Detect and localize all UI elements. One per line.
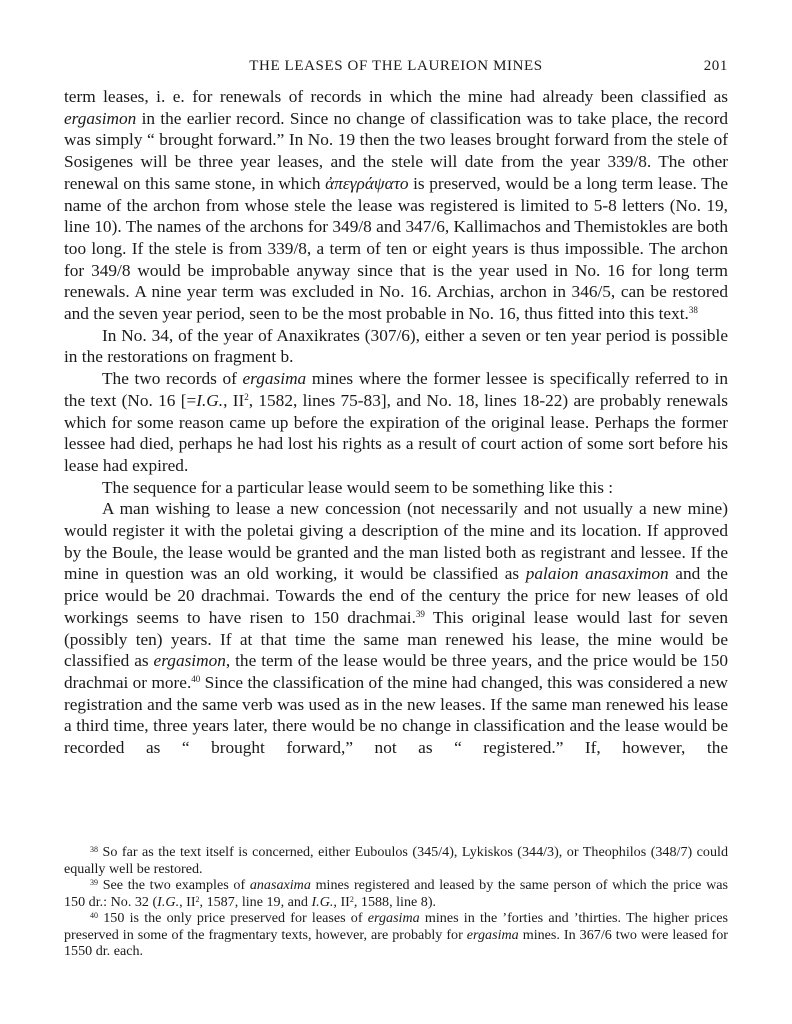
text-run: , II xyxy=(223,390,245,410)
italic-text: ergasimon xyxy=(64,108,137,128)
footnote-39 xyxy=(64,877,728,910)
text-run: mines in the ’forties and ’thirties. The higher prices preserved in some of the fragmentary texts, however, are probably for xyxy=(64,910,728,943)
footnote-number: 39 xyxy=(90,878,98,887)
text-run: mines registered and leased by the same person of which the price was 150 dr.: No. 32 ( xyxy=(64,877,728,910)
superscript: 2 xyxy=(244,391,249,402)
footnote-number: 40 xyxy=(90,911,98,920)
text-run: , 1582, lines 75-83], and No. 18, lines 18-22) are probably renewals which for some reason came up before the expiration of the original lease. Perhaps the former lessee had died, perhaps he had lost his rights as a result of court action of some sort before his lease had expired. xyxy=(64,390,728,475)
text-run: A man wishing to lease a new concession (not necessarily and not usually a new mine) would register it with the poletai giving a description of the mine and its location. If approved by the Boule, the lease would be granted and the man listed both as registrant and lessee. If the mine in question was an old working, it would be classified as xyxy=(64,499,728,584)
text-run: The two records of xyxy=(102,369,243,389)
footnote-text xyxy=(64,910,728,959)
running-title: THE LEASES OF THE LAUREION MINES xyxy=(249,58,543,74)
superscript: 38 xyxy=(688,305,698,316)
paragraph xyxy=(64,477,728,499)
text-run: 150 is the only price preserved for leases of xyxy=(103,910,368,926)
superscript: 2 xyxy=(195,894,200,904)
italic-text: anasaxima xyxy=(249,877,311,893)
running-header xyxy=(64,58,728,80)
text-run: , 1588, line 8). xyxy=(353,893,437,910)
paragraph xyxy=(64,498,728,758)
text-run: This original lease would last for seven (possibly ten) years. If at that time the same man renewed his lease, the mine would be classified as xyxy=(64,607,728,671)
paragraph xyxy=(64,368,728,477)
footnote-text xyxy=(64,844,728,877)
italic-text: ergasima xyxy=(367,910,420,926)
text-run: Since the classification of the mine had changed, this was considered a new registration and the same verb was used as in the new leases. If the same man renewed his lease a third time, three years later, there would be no change in classification and the lease would be recorded as “ brought forward,” not as “ registered.” If, however, the xyxy=(64,672,728,758)
italic-text: palaion anasaximon xyxy=(525,564,669,584)
italic-text: I.G. xyxy=(196,390,224,410)
footnote-38 xyxy=(64,844,728,877)
text-run: , 1587, line 19, and xyxy=(199,893,312,910)
text-run: , the term of the lease would be three years, and the price would be 150 drachmai or more. xyxy=(64,651,729,692)
footnotes xyxy=(64,844,728,960)
italic-text: ergasimon xyxy=(153,651,226,671)
text-run: and the price would be 20 drachmai. Towards the end of the century the price for new leases of old workings seems to have risen to 150 drachmai. xyxy=(64,564,728,627)
text-run: In No. 34, of the year of Anaxikrates (307/6), either a seven or ten year period is possible in the restorations on fragment b. xyxy=(64,325,728,367)
text-run: is preserved, would be a long term lease. The name of the archon from whose stele the lease was registered is limited to 5-8 letters (No. 19, line 10). The names of the archons for 349/8 and 347/6, Kallimachos and Themistokles are both too long. If the stele is from 339/8, a term of ten or eight years is thus impossible. The archon for 349/8 would be improbable anyway since that is the year used in No. 16 for long term renewals. A nine year term was excluded in No. 16. Archias, archon in 346/5, can be restored and the seven year period, seen to be the most probable in No. 16, thus fitted into this text. xyxy=(64,173,728,324)
text-run: term leases, i. e. for renewals of records in which the mine had already been classified as xyxy=(64,87,728,106)
paragraph xyxy=(64,325,728,368)
italic-text: I.G. xyxy=(311,893,334,910)
italic-text: I.G. xyxy=(157,893,180,910)
italic-text: ergasima xyxy=(242,369,307,389)
superscript: 2 xyxy=(349,894,354,904)
text-run: in the earlier record. Since no change of classification was to take place, the record was simply “ brought forward.” In No. 19 then the two leases brought forward from the stele of Sosigenes will be three year leases, and the stele will date from the year 339/8. The other renewal on this same stone, in which xyxy=(64,108,728,193)
text-run: So far as the text itself is concerned, either Euboulos (345/4), Lykiskos (344/3), or Theophilos (348/7) could equally well be restored. xyxy=(64,844,728,877)
text-run: See the two examples of xyxy=(102,877,250,893)
superscript: 39 xyxy=(415,608,425,619)
italic-text: ἀπεγράψατο xyxy=(325,173,409,193)
text-run: , II xyxy=(179,893,196,910)
italic-text: ergasima xyxy=(466,926,519,943)
text-run: , II xyxy=(333,893,350,910)
footnote-text xyxy=(64,877,728,910)
paragraph xyxy=(64,86,728,325)
footnote-40 xyxy=(64,910,728,960)
page-number: 201 xyxy=(703,58,728,74)
text-run: The sequence for a particular lease would seem to be something like this : xyxy=(102,477,614,497)
text-run: mines where the former lessee is specifically referred to in the text (No. 16 [= xyxy=(64,369,728,410)
superscript: 40 xyxy=(191,673,201,684)
footnote-number: 38 xyxy=(90,845,98,854)
text-run: mines. In 367/6 two were leased for 1550 dr. each. xyxy=(64,926,728,959)
main-text xyxy=(64,86,728,759)
